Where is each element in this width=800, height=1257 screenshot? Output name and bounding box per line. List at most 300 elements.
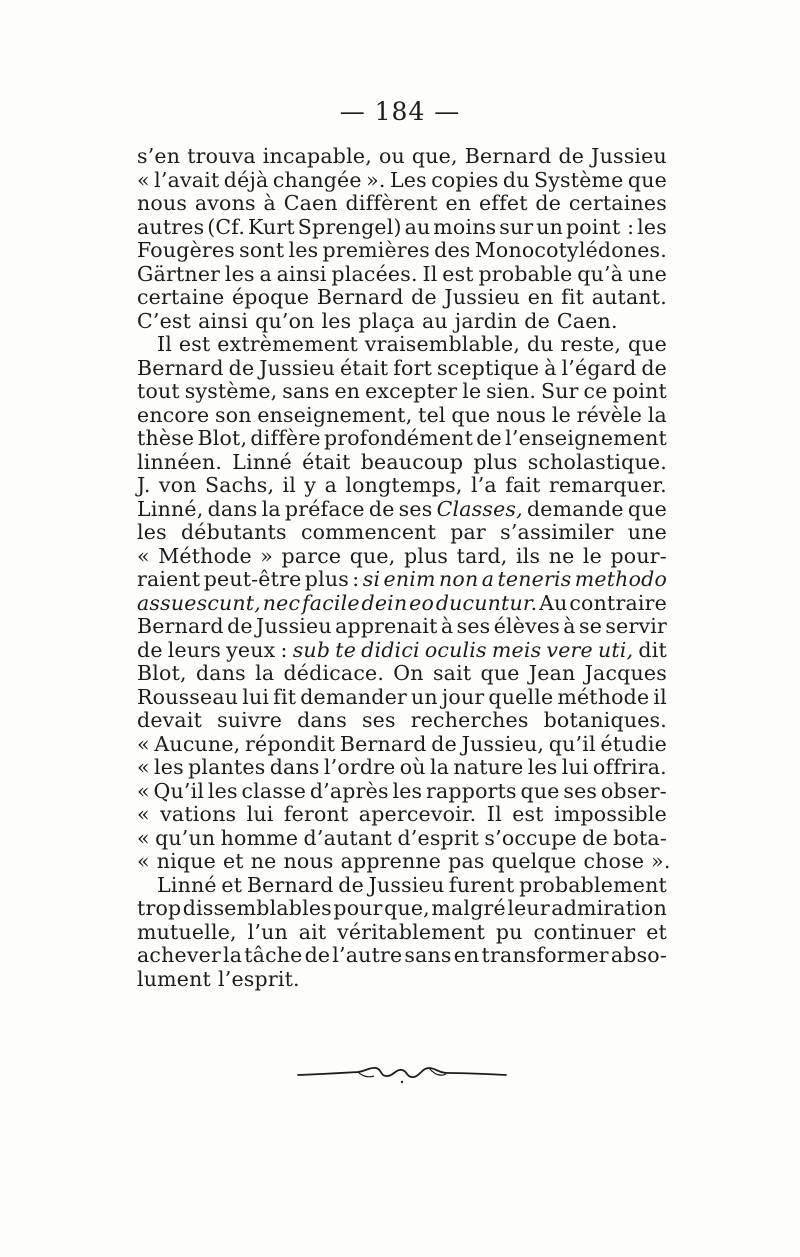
word: leur [507, 896, 550, 920]
word: fait [505, 473, 541, 497]
word: nous [496, 402, 547, 427]
word: demander [300, 684, 407, 709]
word: à [544, 355, 557, 380]
word: Bernard [464, 144, 552, 168]
word: ses [398, 496, 433, 521]
word: « [137, 825, 150, 850]
word: rapports [426, 778, 517, 803]
word: de [641, 355, 667, 380]
word: et [222, 849, 244, 873]
word: qu’un [155, 825, 216, 850]
word: apprenait [335, 614, 438, 638]
text-line [137, 803, 667, 827]
word: leurs [167, 637, 221, 662]
word: devait [137, 708, 203, 732]
word: que [480, 661, 520, 685]
word: incapable, [262, 144, 372, 168]
word: « [137, 849, 150, 873]
text-line [137, 404, 667, 428]
word: vraisemblable, [364, 332, 521, 356]
word: les [392, 778, 423, 803]
word: abso- [610, 943, 667, 967]
word: recherches [410, 708, 529, 732]
word: fort [393, 355, 433, 380]
word: apercevoir. [358, 802, 477, 826]
word: était [339, 355, 389, 380]
text-line [137, 498, 667, 522]
word: Kurt [247, 214, 295, 239]
word: Blot, [197, 426, 248, 450]
word: probable [478, 261, 573, 286]
word: « [137, 755, 150, 779]
word: raient [137, 567, 201, 591]
text-line [137, 263, 667, 287]
word: certaines [568, 191, 667, 215]
word: il [282, 473, 297, 497]
word: ce [583, 379, 608, 403]
text-line [137, 192, 667, 216]
word: methodo [574, 567, 667, 591]
text-line [137, 216, 667, 240]
text-line [137, 592, 667, 616]
word: vere [546, 637, 593, 662]
word: est [442, 261, 474, 286]
word: Qu’il [153, 778, 205, 803]
word: On [393, 661, 424, 685]
word: achever [137, 943, 221, 967]
word: : [352, 567, 360, 591]
word: à [263, 191, 276, 215]
word: d’autant [303, 825, 393, 850]
word: didici [361, 637, 420, 662]
word: dans [297, 708, 347, 732]
text-line [137, 756, 667, 780]
word: dans [207, 496, 258, 521]
word: s’occupe [484, 825, 577, 850]
word: de [228, 355, 255, 380]
word: dédicace. [283, 661, 385, 685]
text-line [137, 286, 667, 310]
word: jour [441, 684, 485, 709]
word: teneris [497, 567, 572, 591]
word: en [453, 943, 480, 967]
word: s’assimiler [500, 520, 614, 544]
word: ainsi [198, 308, 249, 333]
word: Jussieu [591, 144, 667, 168]
word: Bernard [137, 614, 224, 638]
word: sub [292, 637, 331, 662]
word: au [421, 308, 448, 333]
word: véritablement [337, 919, 486, 944]
word: bota- [613, 825, 667, 850]
word: de [137, 637, 163, 662]
word: apprenne [340, 849, 442, 873]
word: les [321, 308, 352, 333]
word: sur [499, 214, 534, 239]
word: qu’il [548, 731, 596, 756]
word: la [429, 755, 450, 779]
word: Jussieu [259, 355, 336, 380]
word: autres [137, 214, 205, 239]
word: en [334, 379, 361, 403]
word: la [223, 943, 243, 967]
word: botaniques. [543, 708, 667, 732]
word: est [512, 802, 544, 826]
word: Jussieu [368, 872, 445, 897]
word: admiration [551, 896, 667, 920]
word: que [627, 496, 667, 521]
word: était [302, 449, 351, 474]
word: excepter [365, 379, 458, 403]
word: » [260, 543, 273, 568]
word: ainsi [276, 261, 327, 286]
word: quelle [488, 684, 554, 709]
word: de [431, 731, 457, 756]
word: premières [322, 238, 430, 262]
word: nique [156, 849, 216, 873]
word: que, [384, 896, 430, 920]
word: de [227, 614, 253, 638]
word: dit [638, 637, 667, 662]
word: offrira. [592, 755, 667, 779]
word: du [526, 332, 554, 356]
word: les [288, 238, 319, 262]
word: Jussieu [444, 285, 521, 309]
word: Jacques [584, 661, 667, 685]
word: diffère [250, 426, 321, 450]
word: Sur [541, 379, 579, 403]
word: transformer [481, 943, 609, 967]
word: lui [561, 755, 589, 779]
word: si [362, 567, 381, 591]
word: en [445, 191, 472, 215]
word: « [137, 167, 150, 192]
word: uti, [597, 637, 634, 662]
word: par [450, 520, 486, 544]
word: C’est [137, 308, 192, 333]
word: nous [137, 191, 188, 215]
word: fit [561, 285, 585, 309]
word: fit [273, 684, 297, 709]
word: les [224, 261, 255, 286]
text-line [137, 568, 667, 592]
word: de [535, 191, 562, 215]
word: s’en [137, 144, 181, 168]
word: Sprengel) [297, 214, 402, 239]
word: qu’à [577, 261, 624, 286]
word: yeux [226, 637, 276, 662]
word: que [627, 332, 667, 356]
text-line [137, 662, 667, 686]
word: impossible [554, 802, 667, 826]
word: enim [383, 567, 436, 591]
word: ait [298, 919, 327, 944]
word: du [502, 167, 530, 192]
word: ses [361, 708, 396, 732]
word: l’ordre [323, 755, 396, 779]
word: diffèrent [345, 191, 438, 215]
word: a [481, 567, 495, 591]
word: dans [195, 661, 246, 685]
word: assuescunt, [137, 590, 261, 615]
word: te [335, 637, 357, 662]
text-line [137, 780, 667, 804]
word: il [653, 684, 667, 709]
word: oculis [424, 637, 487, 662]
word: de [582, 825, 608, 850]
word: trop [137, 896, 182, 920]
word: beaucoup [360, 449, 464, 474]
word: de [368, 496, 395, 521]
word: plus [473, 449, 518, 474]
word: que, [349, 543, 396, 568]
word: un [536, 214, 564, 239]
word: nature [453, 755, 524, 779]
word: une [627, 261, 667, 286]
word: système, [184, 379, 278, 403]
word: répondit [245, 731, 336, 756]
text-line [137, 545, 667, 569]
word: longtemps, [345, 473, 463, 497]
word: jardin [454, 308, 518, 333]
text-line [137, 968, 667, 992]
word: Au [539, 590, 568, 615]
word: les [154, 755, 184, 779]
word: l’esprit. [217, 966, 300, 991]
word: changée [272, 167, 362, 192]
word: et [646, 919, 667, 944]
word: que [520, 778, 560, 803]
word: Sachs, [205, 473, 275, 497]
word: Bernard [137, 355, 224, 380]
word: eo [409, 590, 435, 615]
word: tout [137, 379, 180, 403]
body-text [137, 144, 671, 991]
word: méthode [557, 684, 650, 709]
text-line [137, 897, 667, 921]
word: les [527, 755, 558, 779]
word: parce [281, 543, 342, 568]
word: facile [301, 590, 360, 615]
word: ou [378, 144, 405, 168]
text-line [137, 427, 667, 451]
word: se [579, 614, 603, 638]
word: qu’on [255, 308, 315, 333]
word: des [434, 238, 471, 262]
word: avons [194, 191, 256, 215]
word: l’enseignement [505, 426, 667, 450]
word: trouva [187, 144, 256, 168]
tailpiece-flourish-icon [296, 1058, 508, 1088]
word: Bernard [316, 285, 404, 309]
word: linnéen. [137, 449, 223, 474]
text-line [137, 474, 667, 498]
word: sait [432, 661, 472, 685]
text-line [137, 921, 667, 945]
word: y [304, 473, 317, 497]
word: tâche [244, 943, 303, 967]
word: encore [137, 402, 210, 427]
word: de [524, 308, 550, 333]
word: placées. [331, 261, 418, 286]
word: lui [242, 684, 270, 709]
word: Il [422, 261, 438, 286]
word: d’esprit [397, 825, 480, 850]
word: où [399, 755, 426, 779]
text-line [137, 709, 667, 733]
word: de [476, 426, 502, 450]
text-line [137, 380, 667, 404]
word: les [207, 778, 238, 803]
word: Linné [157, 872, 217, 897]
word: : [280, 637, 288, 662]
word: débutants [180, 520, 287, 544]
word: sans [282, 379, 330, 403]
word: que, [411, 144, 458, 168]
word: élèves [493, 614, 560, 638]
word: Bernard [339, 731, 427, 756]
word: effet [478, 191, 528, 215]
word: obser- [600, 778, 667, 803]
text-line [137, 639, 667, 663]
word: classe [241, 778, 307, 803]
word: extrèmement [217, 332, 358, 356]
word: lui [246, 802, 274, 826]
word: Monocotylédones. [474, 238, 667, 262]
word: ses [563, 778, 598, 803]
word: plantes [188, 755, 266, 779]
word: commencent [300, 520, 437, 544]
word: probablement [519, 872, 667, 897]
text-line [137, 310, 667, 334]
word: tel [418, 402, 446, 427]
word: scholastique. [527, 449, 667, 474]
word: remarquer. [548, 473, 667, 497]
word: d’après [309, 778, 389, 803]
word: la [261, 496, 281, 521]
word: point : [565, 214, 635, 239]
word: étudie [600, 731, 667, 756]
word: sont [239, 238, 285, 262]
word: son [214, 402, 252, 427]
word: Méthode [158, 543, 252, 568]
word: Les [389, 167, 427, 192]
word: le [462, 379, 482, 403]
word: ducuntur. [435, 590, 538, 615]
word: au [404, 214, 431, 239]
word: de [338, 872, 364, 897]
word: est [178, 332, 211, 356]
word: plus [304, 567, 349, 591]
word: un [411, 684, 438, 709]
word: Linné [232, 449, 292, 474]
word: moins [433, 214, 497, 239]
word: enseignement, [257, 402, 413, 427]
word: à [563, 614, 576, 638]
word: certaine [137, 285, 225, 309]
word: furent [449, 872, 515, 897]
word: sans [404, 943, 452, 967]
word: ne [548, 543, 575, 568]
word: « [137, 543, 150, 568]
word: « [137, 802, 150, 826]
text-line [137, 733, 667, 757]
text-line [137, 615, 667, 639]
text-line [137, 451, 667, 475]
word: « [137, 778, 150, 803]
word: servir [605, 614, 667, 638]
word: Jussieu [256, 614, 332, 638]
word: et [221, 872, 243, 897]
word: dissemblables [182, 896, 332, 920]
text-line [137, 944, 667, 968]
word: ils [516, 543, 541, 568]
word: de [411, 285, 437, 309]
text-line [137, 145, 667, 169]
word: nec [262, 590, 301, 615]
word: autant. [591, 285, 667, 309]
word: chose [583, 849, 645, 873]
word: contraire [569, 590, 667, 615]
word: déjà [223, 167, 269, 192]
word: « [137, 731, 150, 756]
word: Il [486, 802, 502, 826]
text-line [137, 169, 667, 193]
word: pu [495, 919, 523, 944]
word: reste, [560, 332, 622, 356]
word: ». [651, 849, 671, 873]
word: la [255, 661, 275, 685]
word: Aucune, [154, 731, 241, 756]
word: ses [456, 614, 491, 638]
word: non [439, 567, 479, 591]
word: Caen. [556, 308, 618, 333]
word: pour [333, 896, 383, 920]
word: l’égard [561, 355, 637, 380]
word: l’un [247, 919, 288, 944]
word: demande [526, 496, 624, 521]
word: l’a [470, 473, 497, 497]
word: quelque [491, 849, 577, 873]
word: feront [283, 802, 349, 826]
word: préface [284, 496, 365, 521]
word: Fougères [137, 238, 235, 262]
word: révèle [576, 402, 643, 427]
word: a [324, 473, 338, 497]
text-line [137, 357, 667, 381]
text-line [137, 333, 667, 357]
word: de [558, 144, 585, 168]
word: homme [220, 825, 299, 850]
word: continuer [533, 919, 636, 944]
word: Caen [283, 191, 338, 215]
word: J. [137, 473, 151, 497]
word: (Cf. [207, 214, 246, 239]
word: l’avait [154, 167, 220, 192]
word: époque [231, 285, 310, 309]
word: malgré [431, 896, 506, 920]
word: dein [361, 590, 408, 615]
text-line [137, 849, 671, 874]
word: Jean [528, 661, 576, 685]
word: lument [137, 966, 211, 991]
word: profondément [323, 426, 474, 450]
word: Gärtner [137, 261, 221, 286]
word: pour- [610, 543, 667, 568]
word: copies [431, 167, 499, 192]
word: plaça [358, 308, 415, 333]
word: pas [448, 849, 485, 873]
